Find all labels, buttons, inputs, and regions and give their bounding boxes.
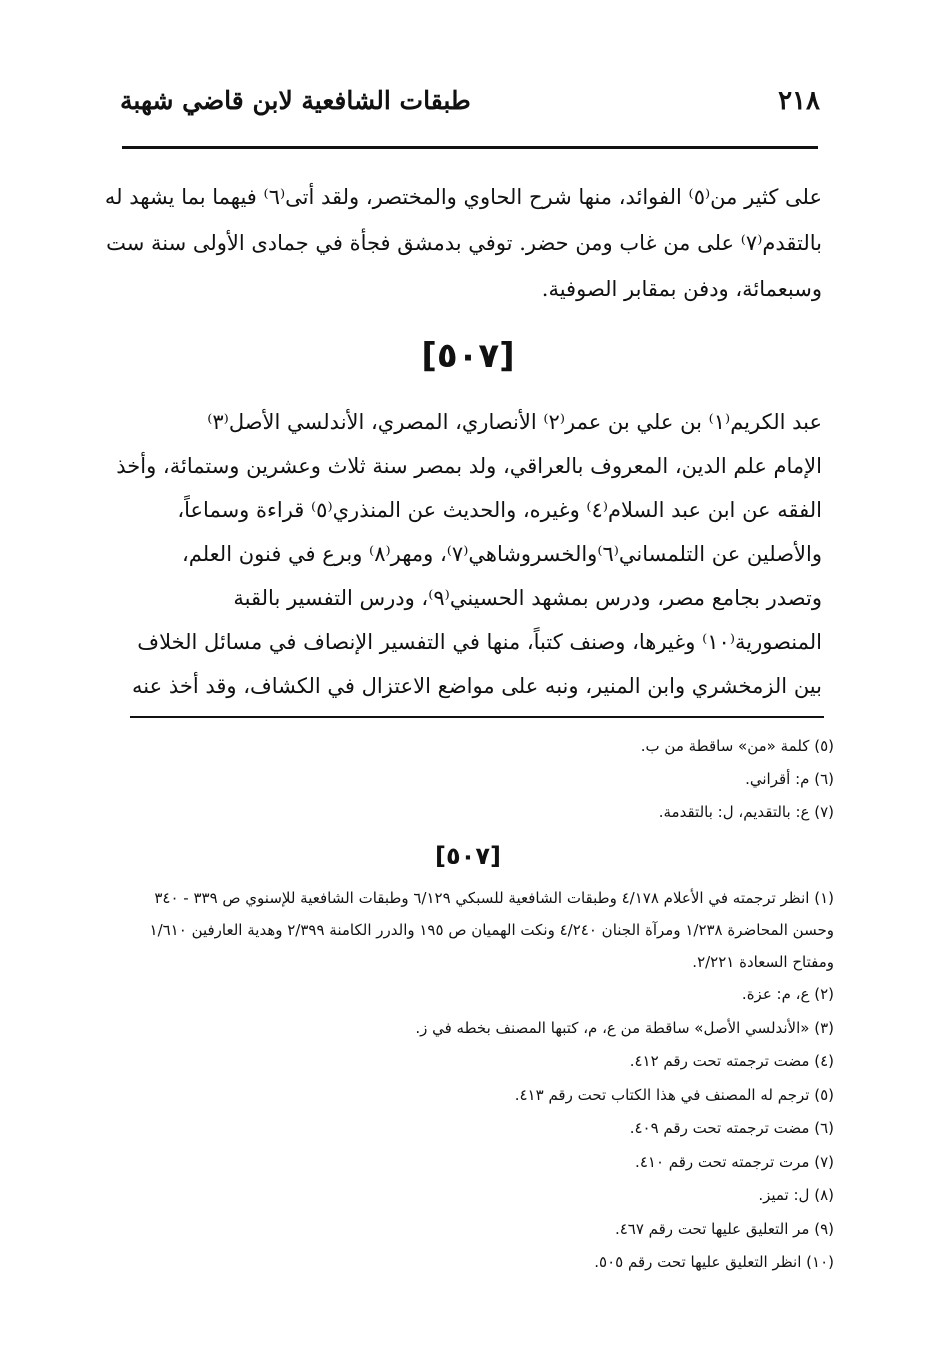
footnote: (١٠) انظر التعليق عليها تحت رقم ٥٠٥. xyxy=(594,1253,834,1271)
text-line: والأصلين عن التلمساني⁽٦⁾والخسروشاهي⁽٧⁾، ومهر⁽٨⁾ وبرع في فنون العلم، xyxy=(181,542,822,566)
footnote: (٧) مرت ترجمته تحت رقم ٤١٠. xyxy=(635,1152,834,1171)
footnote: (٥) ترجم له المصنف في هذا الكتاب تحت رقم ٤١٣. xyxy=(514,1085,834,1104)
footnote: (٦) م: أقراني. xyxy=(745,770,834,788)
footnote: (٣) «الأندلسي الأصل» ساقطة من ع، م، كتبها المصنف بخطه في ز. xyxy=(415,1018,834,1037)
text-line: وتصدر بجامع مصر، ودرس بمشهد الحسيني⁽٩⁾، ودرس التفسير بالقبة xyxy=(233,586,822,610)
text-line: بين الزمخشري وابن المنير، ونبه على مواضع الاعتزال في الكشاف، وقد أخذ عنه xyxy=(132,674,822,698)
text-line: المنصورية⁽١٠⁾ وغيرها، وصنف كتباً، منها في التفسير الإنصاف في مسائل الخلاف xyxy=(137,630,822,654)
footnote: (١) انظر ترجمته في الأعلام ٤/١٧٨ وطبقات الشافعية للسبكي ٦/١٢٩ وطبقات الشافعية للإسنوي ص ٣٣٩ - ٣٤٠ وحسن المحاضرة ١/٢٣٨ ومرآة الجنان ٤/٢٤٠ ونكت الهميان ص ١٩٥ والدرر الكامنة ٢/٣٩٩ وهدية العارفين ١/٦١٠ ومفتاح السعادة ٢/٢٢١. xyxy=(149,889,834,971)
footnote: (٧) ع: بالتقديم، ل: بالتقدمة. xyxy=(658,803,834,821)
text-line: الإمام علم الدين، المعروف بالعراقي، ولد بمصر سنة ثلاث وعشرين وستمائة، وأخذ xyxy=(116,454,822,478)
footnote: (٦) مضت ترجمته تحت رقم ٤٠٩. xyxy=(629,1119,834,1137)
footnote: (٤) مضت ترجمته تحت رقم ٤١٢. xyxy=(629,1052,834,1070)
running-title: طبقات الشافعية لابن قاضي شهبة xyxy=(120,86,471,115)
text-line: الفقه عن ابن عبد السلام⁽٤⁾ وغيره، والحديث عن المنذري⁽٥⁾ قراءة وسماعاً، xyxy=(177,498,822,522)
footnote: (٢) ع، م: عزة. xyxy=(741,985,834,1003)
footnotes-previous-entry xyxy=(122,730,834,829)
entry-paragraph xyxy=(118,400,822,708)
entry-number-heading: [٥٠٧] xyxy=(421,336,515,376)
text-line: عبد الكريم⁽١⁾ بن علي بن عمر⁽٢⁾ الأنصاري، المصري، الأندلسي الأصل⁽٣⁾ xyxy=(207,410,822,434)
footnote-rule xyxy=(130,716,824,718)
header-rule xyxy=(122,146,818,149)
text-line: على كثير من⁽٥⁾ الفوائد، منها شرح الحاوي والمختصر، ولقد أتى⁽٦⁾ فيهما بما يشهد له xyxy=(104,185,822,209)
footnotes-heading: [٥٠٧] xyxy=(435,842,501,870)
page-number: ٢١٨ xyxy=(778,86,820,116)
text-line: وسبعمائة، ودفن بمقابر الصوفية. xyxy=(541,277,822,301)
footnote: (٩) مر التعليق عليها تحت رقم ٤٦٧. xyxy=(614,1219,834,1238)
footnote: (٥) كلمة «من» ساقطة من ب. xyxy=(640,737,834,755)
text-line: بالتقدم⁽٧⁾ على من غاب ومن حضر. توفي بدمشق فجأة في جمادى الأولى سنة ست xyxy=(106,231,822,255)
footnote: (٨) ل: تميز. xyxy=(758,1186,834,1204)
page-header xyxy=(120,86,820,134)
continuation-paragraph xyxy=(104,174,822,312)
footnotes-entry-507 xyxy=(122,882,834,1280)
